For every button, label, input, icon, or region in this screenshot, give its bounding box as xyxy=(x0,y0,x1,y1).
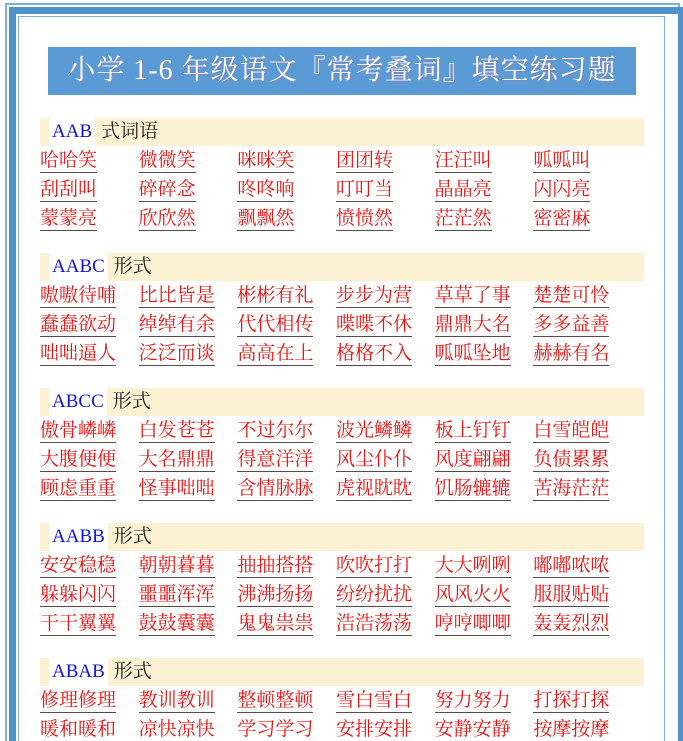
word-cell xyxy=(237,207,336,231)
word-cell xyxy=(533,419,632,443)
word-item: 大名鼎鼎 xyxy=(138,448,215,470)
word-cell xyxy=(435,554,534,578)
word-item: 多多益善 xyxy=(533,313,610,335)
word-item: 饥肠辘辘 xyxy=(434,477,511,499)
word-cell xyxy=(237,718,336,741)
word-cell xyxy=(139,313,238,337)
word-cell xyxy=(139,554,238,578)
word-item: 闪闪亮 xyxy=(533,178,591,200)
word-item: 比比皆是 xyxy=(138,284,215,306)
word-section xyxy=(40,523,644,638)
word-row xyxy=(40,551,632,580)
word-item: 欣欣然 xyxy=(138,207,196,229)
word-row xyxy=(40,580,632,609)
word-item: 得意洋洋 xyxy=(237,448,314,470)
word-item: 蠢蠢欲动 xyxy=(40,313,117,335)
word-item: 鬼鬼祟祟 xyxy=(237,612,314,634)
word-item: 白发苍苍 xyxy=(138,419,215,441)
word-item: 负债累累 xyxy=(533,448,610,470)
word-cell xyxy=(40,718,139,741)
word-item: 咪咪笑 xyxy=(237,149,295,171)
word-row xyxy=(40,474,632,503)
word-item: 鼓鼓囊囊 xyxy=(138,612,215,634)
worksheet-content xyxy=(40,0,644,741)
word-cell xyxy=(139,612,238,636)
word-cell xyxy=(435,419,534,443)
word-cell xyxy=(336,718,435,741)
word-cell xyxy=(533,689,632,713)
word-item: 顾虑重重 xyxy=(40,477,117,499)
word-item: 安静安静 xyxy=(434,718,511,740)
section-suffix-label: 式词语 xyxy=(101,121,159,142)
word-row xyxy=(40,146,632,175)
word-cell xyxy=(237,313,336,337)
word-cell xyxy=(40,342,139,366)
word-cell xyxy=(533,448,632,472)
word-item: 喋喋不休 xyxy=(335,313,412,335)
word-item: 苦海茫茫 xyxy=(533,477,610,499)
word-item: 不过尔尔 xyxy=(237,419,314,441)
section-header-bar xyxy=(40,658,644,686)
word-item: 嗷嗷待哺 xyxy=(40,284,117,306)
word-item: 凉快凉快 xyxy=(138,718,215,740)
word-item: 沸沸扬扬 xyxy=(237,583,314,605)
word-item: 大大咧咧 xyxy=(434,554,511,576)
word-cell xyxy=(336,689,435,713)
word-item: 代代相传 xyxy=(237,313,314,335)
word-cell xyxy=(237,612,336,636)
word-cell xyxy=(139,477,238,501)
word-cell xyxy=(40,689,139,713)
word-cell xyxy=(336,313,435,337)
word-row xyxy=(40,175,632,204)
word-item: 吹吹打打 xyxy=(335,554,412,576)
section-rows xyxy=(40,146,644,233)
word-cell xyxy=(533,718,632,741)
word-cell xyxy=(336,342,435,366)
word-item: 高高在上 xyxy=(237,342,314,364)
word-cell xyxy=(336,477,435,501)
word-row xyxy=(40,686,632,715)
section-header-bar xyxy=(40,118,644,146)
word-cell xyxy=(435,284,534,308)
word-row xyxy=(40,416,632,445)
word-item: 彬彬有礼 xyxy=(237,284,314,306)
word-cell xyxy=(237,554,336,578)
word-cell xyxy=(40,284,139,308)
word-item: 鼎鼎大名 xyxy=(434,313,511,335)
word-item: 学习学习 xyxy=(237,718,314,740)
word-cell xyxy=(533,207,632,231)
section-code-label: AABB xyxy=(49,523,108,551)
word-cell xyxy=(435,178,534,202)
section-code-label: AAB xyxy=(49,118,95,146)
word-item: 板上钉钉 xyxy=(434,419,511,441)
word-item: 呱呱叫 xyxy=(533,149,591,171)
word-cell xyxy=(40,448,139,472)
word-item: 楚楚可怜 xyxy=(533,284,610,306)
word-cell xyxy=(435,477,534,501)
word-item: 飘飘然 xyxy=(237,207,295,229)
word-item: 教训教训 xyxy=(138,689,215,711)
word-cell xyxy=(237,149,336,173)
word-cell xyxy=(237,583,336,607)
word-item: 风风火火 xyxy=(434,583,511,605)
word-item: 格格不入 xyxy=(335,342,412,364)
word-cell xyxy=(533,284,632,308)
word-cell xyxy=(139,284,238,308)
word-item: 按摩按摩 xyxy=(533,718,610,740)
word-cell xyxy=(435,718,534,741)
word-item: 咄咄逼人 xyxy=(40,342,117,364)
section-rows xyxy=(40,281,644,368)
word-item: 呱呱坠地 xyxy=(434,342,511,364)
word-item: 暖和暖和 xyxy=(40,718,117,740)
word-item: 团团转 xyxy=(335,149,393,171)
word-item: 努力努力 xyxy=(434,689,511,711)
word-cell xyxy=(336,612,435,636)
word-cell xyxy=(237,689,336,713)
word-cell xyxy=(435,207,534,231)
word-cell xyxy=(435,583,534,607)
word-row xyxy=(40,204,632,233)
word-cell xyxy=(40,313,139,337)
word-item: 草草了事 xyxy=(434,284,511,306)
word-row xyxy=(40,310,632,339)
word-item: 风度翩翩 xyxy=(434,448,511,470)
word-item: 整顿整顿 xyxy=(237,689,314,711)
section-suffix-label: 形式 xyxy=(113,661,152,682)
word-item: 嘟嘟哝哝 xyxy=(533,554,610,576)
word-cell xyxy=(139,149,238,173)
word-cell xyxy=(237,342,336,366)
word-cell xyxy=(237,178,336,202)
word-cell xyxy=(533,342,632,366)
word-cell xyxy=(336,284,435,308)
word-item: 干干翼翼 xyxy=(40,612,117,634)
word-item: 安排安排 xyxy=(335,718,412,740)
word-cell xyxy=(139,178,238,202)
word-cell xyxy=(435,612,534,636)
word-cell xyxy=(237,284,336,308)
section-header-bar xyxy=(40,388,644,416)
word-item: 轰轰烈烈 xyxy=(533,612,610,634)
word-cell xyxy=(435,313,534,337)
section-suffix-label: 形式 xyxy=(113,256,152,277)
word-cell xyxy=(139,342,238,366)
word-cell xyxy=(237,419,336,443)
word-item: 傲骨嶙嶙 xyxy=(40,419,117,441)
word-cell xyxy=(139,419,238,443)
word-cell xyxy=(139,583,238,607)
word-item: 刮刮叫 xyxy=(40,178,98,200)
word-item: 叮叮当 xyxy=(335,178,393,200)
word-cell xyxy=(139,718,238,741)
word-item: 大腹便便 xyxy=(40,448,117,470)
section-code-label: AABC xyxy=(49,253,108,281)
word-cell xyxy=(40,612,139,636)
word-item: 茫茫然 xyxy=(434,207,492,229)
word-item: 纷纷扰扰 xyxy=(335,583,412,605)
section-header-bar xyxy=(40,523,644,551)
section-code-label: ABCC xyxy=(49,388,107,416)
word-cell xyxy=(336,554,435,578)
word-cell xyxy=(533,612,632,636)
word-item: 浩浩荡荡 xyxy=(335,612,412,634)
word-cell xyxy=(533,313,632,337)
word-row xyxy=(40,445,632,474)
word-item: 汪汪叫 xyxy=(434,149,492,171)
word-item: 愤愤然 xyxy=(335,207,393,229)
word-cell xyxy=(40,583,139,607)
word-item: 抽抽搭搭 xyxy=(237,554,314,576)
page-title: 小学 1-6 年级语文『常考叠词』填空练习题 xyxy=(48,47,636,95)
word-item: 打探打探 xyxy=(533,689,610,711)
word-cell xyxy=(139,207,238,231)
word-item: 含情脉脉 xyxy=(237,477,314,499)
word-cell xyxy=(139,689,238,713)
word-item: 噩噩浑浑 xyxy=(138,583,215,605)
sections xyxy=(40,118,644,741)
word-item: 哼哼唧唧 xyxy=(434,612,511,634)
word-item: 蒙蒙亮 xyxy=(40,207,98,229)
word-item: 白雪皑皑 xyxy=(533,419,610,441)
word-item: 咚咚响 xyxy=(237,178,295,200)
word-cell xyxy=(533,583,632,607)
word-item: 碎碎念 xyxy=(138,178,196,200)
word-section xyxy=(40,253,644,368)
word-cell xyxy=(336,448,435,472)
word-cell xyxy=(40,419,139,443)
section-code-label: ABAB xyxy=(49,658,108,686)
word-cell xyxy=(336,207,435,231)
word-cell xyxy=(336,178,435,202)
word-cell xyxy=(533,477,632,501)
word-item: 朝朝暮暮 xyxy=(138,554,215,576)
word-cell xyxy=(237,477,336,501)
word-item: 躲躲闪闪 xyxy=(40,583,117,605)
word-item: 安安稳稳 xyxy=(40,554,117,576)
word-item: 赫赫有名 xyxy=(533,342,610,364)
section-suffix-label: 形式 xyxy=(112,391,151,412)
word-cell xyxy=(435,689,534,713)
word-section xyxy=(40,388,644,503)
word-cell xyxy=(435,342,534,366)
word-cell xyxy=(435,448,534,472)
word-cell xyxy=(336,583,435,607)
word-cell xyxy=(40,554,139,578)
word-row xyxy=(40,281,632,310)
section-suffix-label: 形式 xyxy=(113,526,152,547)
word-item: 波光鳞鳞 xyxy=(335,419,412,441)
word-item: 雪白雪白 xyxy=(335,689,412,711)
word-cell xyxy=(40,149,139,173)
word-item: 泛泛而谈 xyxy=(138,342,215,364)
section-rows xyxy=(40,416,644,503)
word-item: 微微笑 xyxy=(138,149,196,171)
word-cell xyxy=(40,477,139,501)
word-row xyxy=(40,609,632,638)
word-cell xyxy=(40,178,139,202)
word-section xyxy=(40,658,644,741)
word-item: 修理修理 xyxy=(40,689,117,711)
word-item: 晶晶亮 xyxy=(434,178,492,200)
word-item: 哈哈笑 xyxy=(40,149,98,171)
section-rows xyxy=(40,686,644,741)
word-cell xyxy=(533,554,632,578)
word-section xyxy=(40,118,644,233)
word-cell xyxy=(336,149,435,173)
word-cell xyxy=(139,448,238,472)
word-item: 服服贴贴 xyxy=(533,583,610,605)
word-cell xyxy=(237,448,336,472)
word-cell xyxy=(533,149,632,173)
section-header-bar xyxy=(40,253,644,281)
word-row xyxy=(40,339,632,368)
word-item: 风尘仆仆 xyxy=(335,448,412,470)
word-cell xyxy=(40,207,139,231)
word-item: 步步为营 xyxy=(335,284,412,306)
word-item: 虎视眈眈 xyxy=(335,477,412,499)
word-item: 怪事咄咄 xyxy=(138,477,215,499)
word-item: 密密麻 xyxy=(533,207,591,229)
word-cell xyxy=(435,149,534,173)
word-cell xyxy=(533,178,632,202)
section-rows xyxy=(40,551,644,638)
word-cell xyxy=(336,419,435,443)
word-row xyxy=(40,715,632,741)
word-item: 绰绰有余 xyxy=(138,313,215,335)
